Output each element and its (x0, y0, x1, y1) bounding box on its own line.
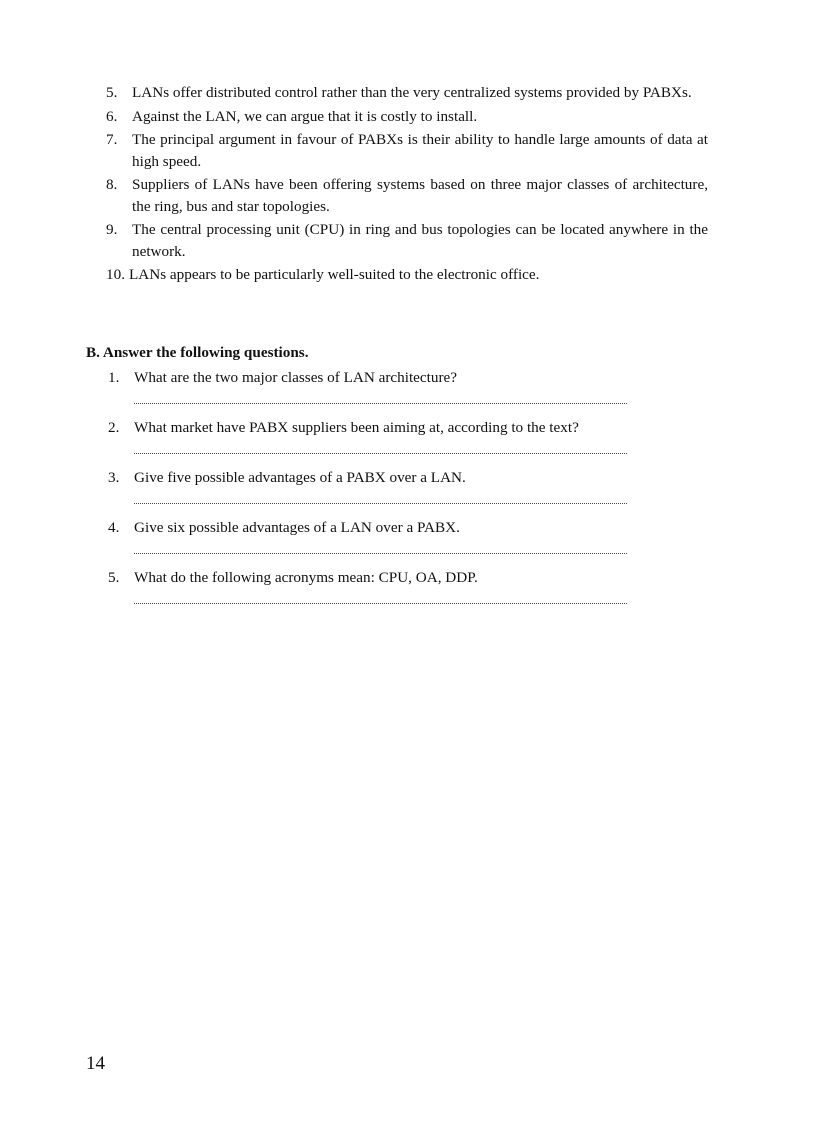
section-heading: B. Answer the following questions. (86, 344, 309, 361)
list-item (106, 264, 708, 286)
answer-line[interactable] (134, 389, 627, 404)
answer-line[interactable] (134, 589, 627, 604)
question-text: What market have PABX suppliers been aiming at, according to the text? (134, 419, 579, 436)
item-text: The principal argument in favour of PABXs is their ability to handle large amounts of data at high speed. (132, 131, 708, 170)
list-item (106, 82, 708, 104)
page-number: 14 (86, 1053, 105, 1074)
question-text: What are the two major classes of LAN architecture? (134, 369, 458, 386)
item-text: LANs offer distributed control rather than the very centralized systems provided by PABXs. (132, 84, 692, 101)
list-item (106, 129, 708, 172)
question-text: Give five possible advantages of a PABX over a LAN. (134, 469, 466, 486)
answer-line[interactable] (134, 439, 627, 454)
item-number: 7. (106, 131, 118, 148)
question-number: 1. (108, 369, 120, 386)
list-item (106, 174, 708, 217)
question-item (108, 417, 648, 467)
question-number: 2. (108, 419, 120, 436)
answer-line[interactable] (134, 539, 627, 554)
question-number: 3. (108, 469, 120, 486)
question-list (108, 367, 648, 617)
item-text: Against the LAN, we can argue that it is costly to install. (132, 107, 478, 125)
question-item (108, 467, 648, 517)
question-number: 4. (108, 519, 120, 536)
question-text: Give six possible advantages of a LAN over a PABX. (134, 519, 460, 536)
list-item (106, 106, 708, 128)
item-number: 10. (106, 266, 125, 283)
statement-list (106, 82, 708, 288)
item-text: The central processing unit (CPU) in ring and bus topologies can be located anywhere in the network. (132, 221, 708, 260)
question-item (108, 567, 648, 617)
item-number: 8. (106, 176, 118, 193)
question-number: 5. (108, 569, 120, 586)
list-item (106, 219, 708, 262)
item-number: 5. (106, 84, 118, 101)
item-number: 6. (106, 107, 118, 125)
question-item (108, 517, 648, 567)
answer-line[interactable] (134, 489, 627, 504)
question-item (108, 367, 648, 417)
item-text: LANs appears to be particularly well-suited to the electronic office. (128, 266, 540, 283)
item-text: Suppliers of LANs have been offering systems based on three major classes of architecture, the ring, bus and star topologies. (132, 176, 708, 215)
item-number: 9. (106, 221, 118, 238)
question-text: What do the following acronyms mean: CPU, OA, DDP. (134, 569, 478, 586)
